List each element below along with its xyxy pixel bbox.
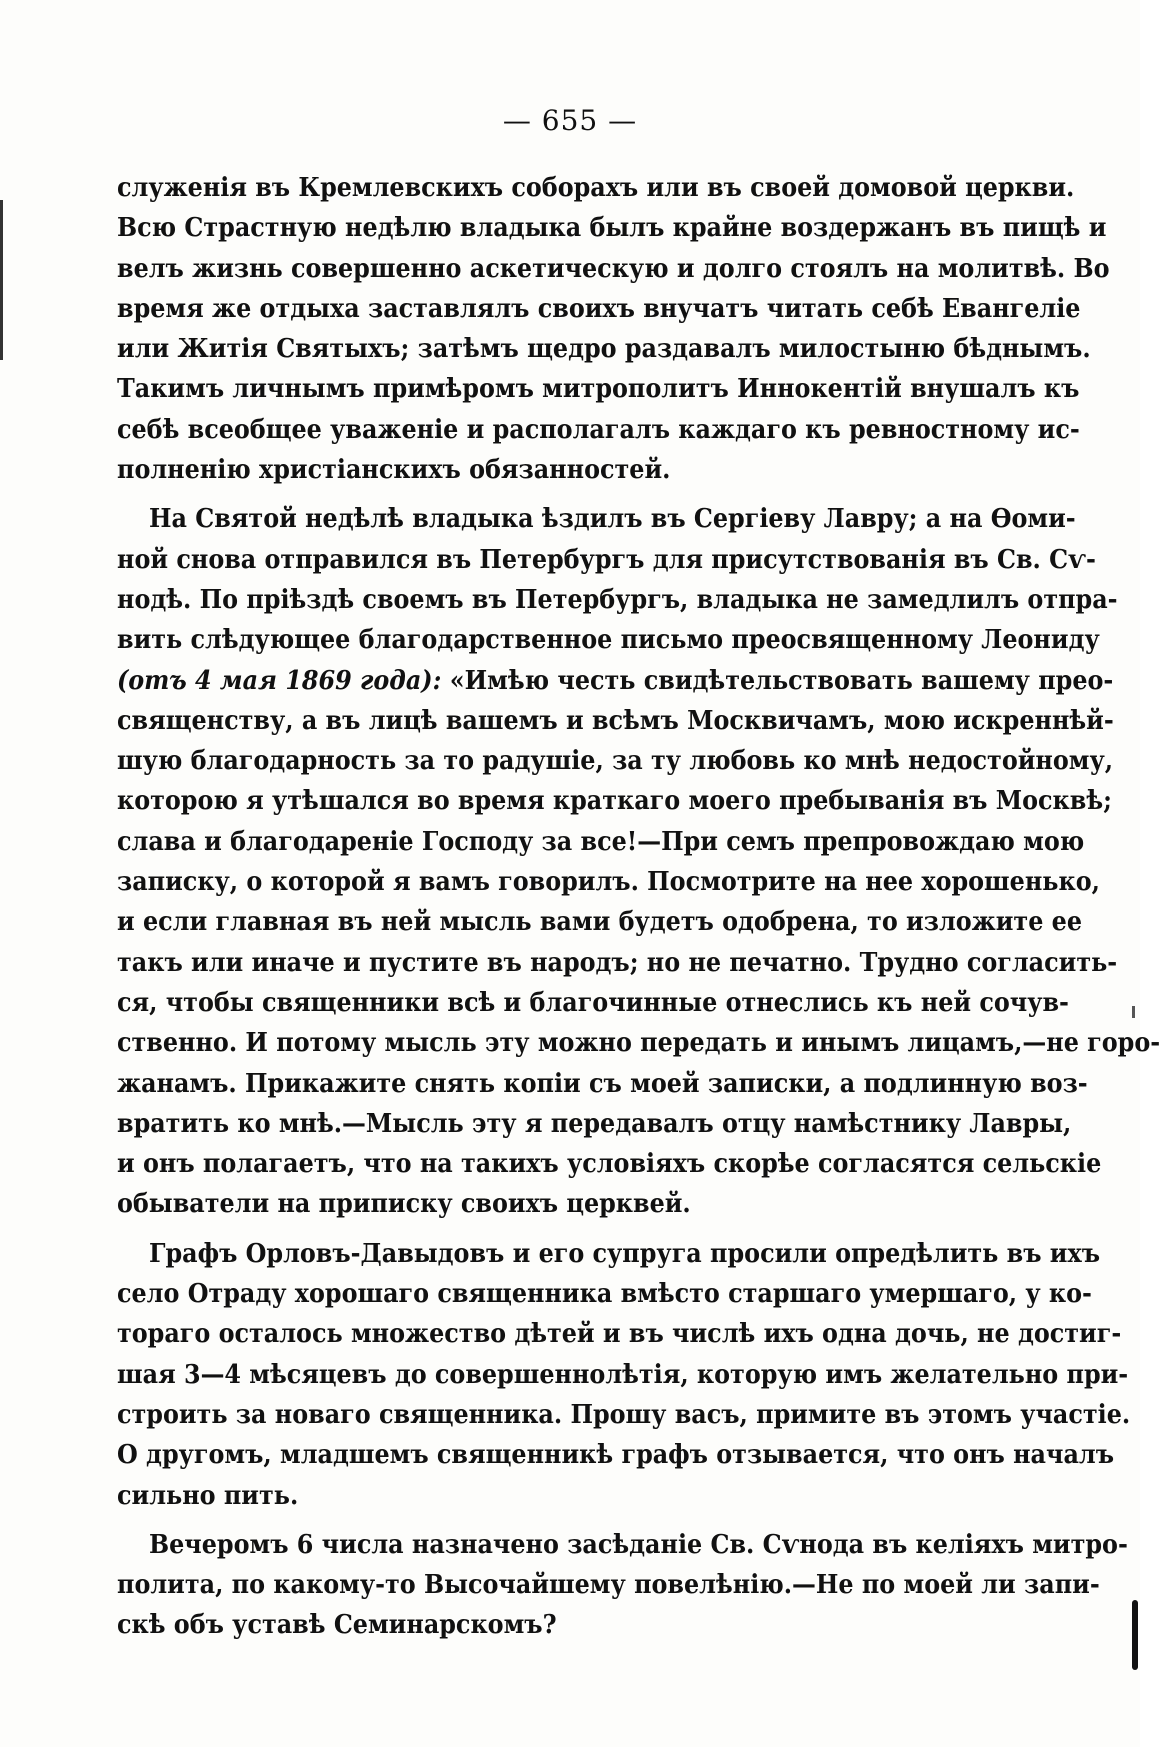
text-line: Такимъ личнымъ примѣромъ митрополитъ Иннокентій внушалъ къ [117, 373, 1080, 405]
paragraph-1 [117, 168, 1110, 490]
text-line: сильно пить. [117, 1479, 299, 1511]
text-line-with-italic-date: (отъ 4 мая 1869 года): «Имѣю честь свидѣтельствовать вашему прео- [117, 664, 1114, 696]
text-line: служенія въ Кремлевскихъ соборахъ или въ своей домовой церкви. [117, 172, 1075, 203]
scan-artifact [1132, 1006, 1135, 1018]
paragraph-4 [117, 1525, 1128, 1646]
paragraph-2 [117, 499, 1160, 1224]
text-line: вить слѣдующее благодарственное письмо преосвященному Леониду [117, 624, 1100, 656]
text-line: село Отраду хорошаго священника вмѣсто старшаго умершаго, у ко- [117, 1278, 1092, 1310]
text-line: слава и благодареніе Господу за все!—При семъ препровождаю мою [117, 825, 1085, 857]
text-line: полита, по какому-то Высочайшему повелѣнію.—Не по моей ли запи- [117, 1569, 1100, 1601]
text-line: велъ жизнь совершенно аскетическую и долго стоялъ на молитвѣ. Во [117, 252, 1110, 284]
text-line: Графъ Орловъ-Давыдовъ и его супруга просили опредѣлить въ ихъ [149, 1237, 1100, 1269]
text-line: шую благодарность за то радушіе, за ту любовь ко мнѣ недостойному, [117, 745, 1114, 777]
text-line: вратить ко мнѣ.—Мысль эту я передавалъ отцу намѣстнику Лавры, [117, 1107, 1072, 1139]
text-line: скѣ объ уставѣ Семинарскомъ? [117, 1609, 557, 1641]
page-number: — 655 — [502, 104, 638, 137]
text-line: На Святой недѣлѣ владыка ѣздилъ въ Сергіеву Лавру; а на Ѳоми- [149, 503, 1076, 535]
text-line: записку, о которой я вамъ говорилъ. Посмотрите на нее хорошенько, [117, 866, 1100, 898]
text-line: жанамъ. Прикажите снять копіи съ моей записки, а подлинную воз- [117, 1067, 1088, 1099]
text-line: О другомъ, младшемъ священникѣ графъ отзывается, что онъ началъ [117, 1439, 1114, 1471]
paragraph-3 [117, 1234, 1131, 1516]
text-line: священству, а въ лицѣ вашемъ и всѣмъ Москвичамъ, мою искреннѣй- [117, 704, 1114, 736]
text-line: и онъ полагаетъ, что на такихъ условіяхъ скорѣе согласятся сельскіе [117, 1148, 1102, 1180]
page-edge-shadow [0, 200, 3, 360]
text-line: Всю Страстную недѣлю владыка былъ крайне воздержанъ въ пищѣ и [117, 212, 1107, 244]
text-line: ной снова отправился въ Петербургъ для присутствованія въ Св. Сѵ- [117, 543, 1096, 575]
text-line: ся, чтобы священники всѣ и благочинные отнеслись къ ней сочув- [117, 986, 1069, 1018]
scan-edge-mark [1132, 1600, 1138, 1670]
text-line: ственно. И потому мысль эту можно передать и инымъ лицамъ,—не горо- [117, 1027, 1160, 1059]
text-line: такъ или иначе и пустите въ народъ; но не печатно. Трудно согласить- [117, 946, 1118, 978]
text-line: и если главная въ ней мысль вами будетъ одобрена, то изложите ее [117, 906, 1082, 938]
text-line: полненію христіанскихъ обязанностей. [117, 454, 671, 486]
text-line: Вечеромъ 6 числа назначено засѣданіе Св. Сѵнода въ келіяхъ митро- [149, 1528, 1128, 1560]
text-line: себѣ всеобщее уваженіе и располагалъ каждаго къ ревностному ис- [117, 413, 1080, 445]
italic-date: (отъ 4 мая 1869 года): [117, 664, 442, 696]
body-text [117, 168, 1160, 1646]
text-line: тораго осталось множество дѣтей и въ числѣ ихъ одна дочь, не достиг- [117, 1318, 1122, 1350]
text-line: которою я утѣшался во время краткаго моего пребыванія въ Москвѣ; [117, 785, 1112, 817]
text-line: или Житія Святыхъ; затѣмъ щедро раздавалъ милостыню бѣднымъ. [117, 333, 1091, 365]
text-line: строить за новаго священника. Прошу васъ, примите въ этомъ участіе. [117, 1398, 1131, 1430]
text-line: шая 3—4 мѣсяцевъ до совершеннолѣтія, которую имъ желательно при- [117, 1358, 1129, 1390]
text-line: нодѣ. По пріѣздѣ своемъ въ Петербургъ, владыка не замедлилъ отпра- [117, 583, 1118, 615]
text-line: время же отдыха заставлялъ своихъ внучатъ читать себѣ Евангеліе [117, 292, 1081, 324]
text-line: обыватели на приписку своихъ церквей. [117, 1188, 691, 1220]
